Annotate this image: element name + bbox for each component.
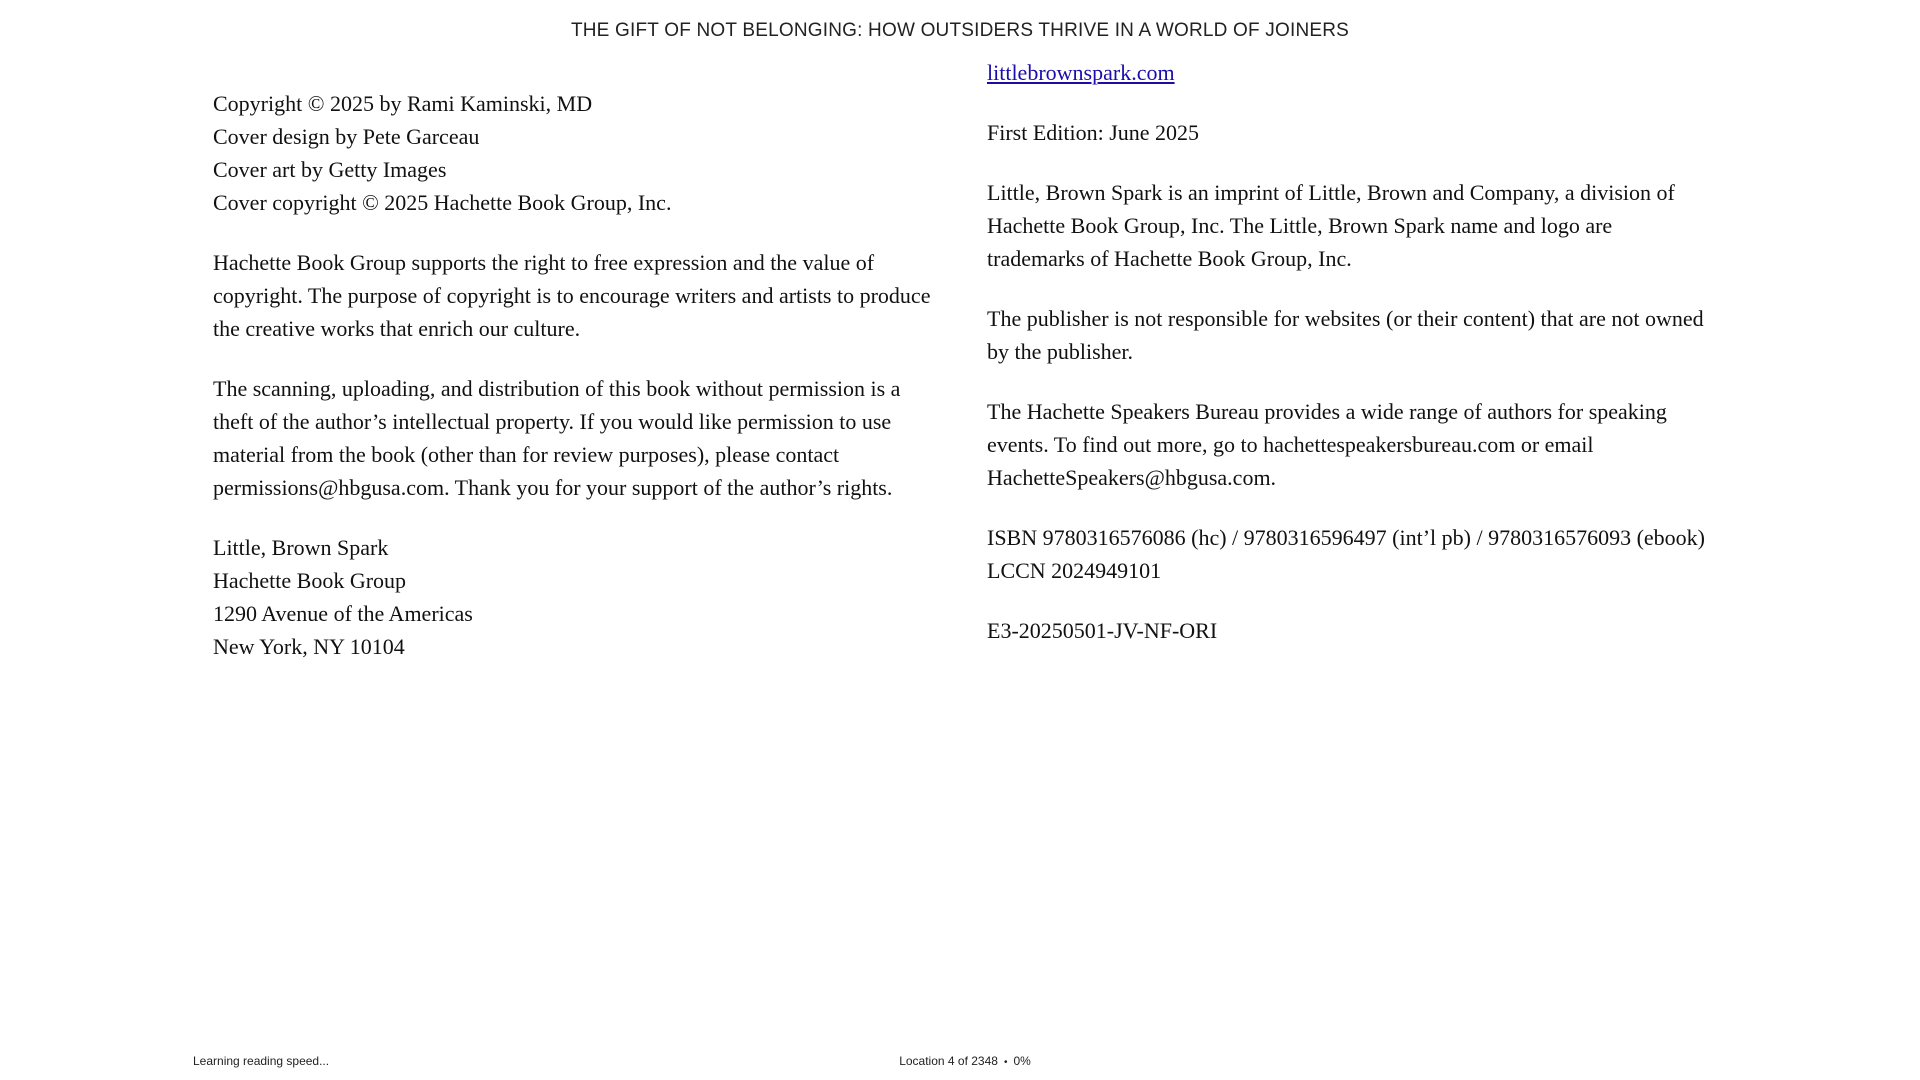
isbn-line: ISBN 9780316576086 (hc) / 9780316596497 (int’l pb) / 9780316576093 (ebook) — [987, 525, 1705, 550]
cover-art-line: Cover art by Getty Images — [213, 157, 447, 182]
publisher-address — [213, 531, 939, 663]
book-title: THE GIFT OF NOT BELONGING: HOW OUTSIDERS THRIVE IN A WORLD OF JOINERS — [570, 20, 1350, 41]
edition-code: E3-20250501-JV-NF-ORI — [987, 618, 1218, 643]
separator-dot: • — [1003, 1057, 1008, 1068]
cover-copyright-line: Cover copyright © 2025 Hachette Book Group, Inc. — [213, 190, 672, 215]
lccn-line: LCCN 2024949101 — [987, 558, 1162, 583]
scanning-paragraph: The scanning, uploading, and distribution of this book without permission is a theft of the author’s intellectual property. If you would like permission to use material from the book (other than for review purposes), please contact permissions@hbgusa.com. Thank you for your support of the author’s rights. — [213, 376, 901, 500]
isbn-block — [987, 521, 1713, 587]
address-line: 1290 Avenue of the Americas — [213, 601, 473, 626]
publisher-disclaimer: The publisher is not responsible for websites (or their content) that are not owned by the publisher. — [987, 306, 1704, 364]
website-paragraph — [987, 56, 1713, 89]
reading-speed-status[interactable]: Learning reading speed... — [193, 1054, 330, 1068]
copyright-line: Copyright © 2025 by Rami Kaminski, MD — [213, 91, 593, 116]
cover-design-line: Cover design by Pete Garceau — [213, 124, 480, 149]
imprint-paragraph: Little, Brown Spark is an imprint of Little, Brown and Company, a division of Hachette Book Group, Inc. The Little, Brown Spark name and logo are trademarks of Hachette Book Group, Inc. — [987, 180, 1675, 271]
left-column — [213, 56, 939, 690]
first-edition: First Edition: June 2025 — [987, 120, 1200, 145]
right-column — [987, 56, 1713, 690]
rights-paragraph: Hachette Book Group supports the right to free expression and the value of copyright. The purpose of copyright is to encourage writers and artists to produce the creative works that enrich our culture. — [213, 250, 931, 341]
address-line: Little, Brown Spark — [213, 535, 389, 560]
website-link[interactable]: littlebrownspark.com — [987, 60, 1175, 85]
address-line: New York, NY 10104 — [213, 634, 405, 659]
progress-percent: 0% — [1013, 1054, 1031, 1068]
location-text: Location 4 of 2348 — [899, 1054, 998, 1068]
reading-page[interactable] — [213, 56, 1713, 690]
copyright-block — [213, 87, 939, 219]
speakers-bureau-paragraph: The Hachette Speakers Bureau provides a wide range of authors for speaking events. To find out more, go to hachettespeakersbureau.com or email HachetteSpeakers@hbgusa.com. — [987, 399, 1667, 490]
location-indicator[interactable] — [0, 1054, 1920, 1068]
address-line: Hachette Book Group — [213, 568, 407, 593]
reader-footer — [0, 1054, 1920, 1074]
